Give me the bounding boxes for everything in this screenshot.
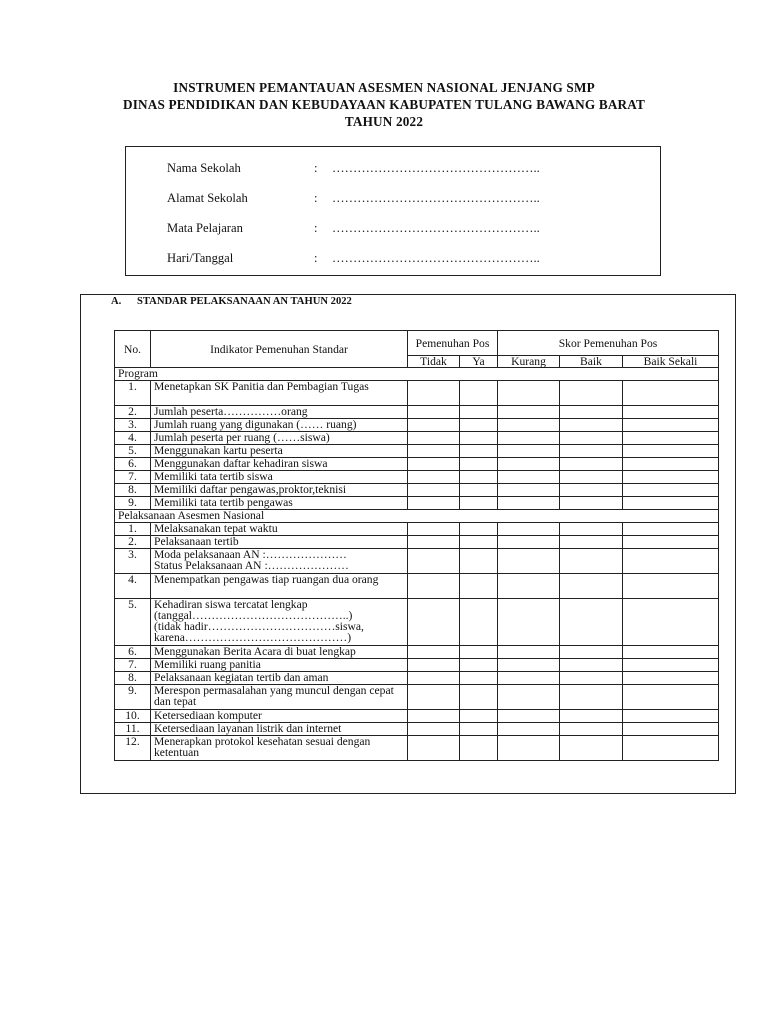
baik-checkbox-cell[interactable] — [560, 445, 623, 458]
indicator-text: Pelaksanaan kegiatan tertib dan aman — [154, 671, 329, 684]
kurang-checkbox-cell[interactable] — [498, 646, 560, 659]
indicator-cell — [151, 471, 408, 484]
row-number: 6. — [115, 646, 151, 659]
row-number: 5. — [115, 599, 151, 646]
tidak-checkbox-cell[interactable] — [408, 419, 460, 432]
tidak-checkbox-cell[interactable] — [408, 599, 460, 646]
indicator-text: Menggunakan Berita Acara di buat lengkap — [154, 645, 356, 658]
baik-sekali-checkbox-cell[interactable] — [623, 710, 719, 723]
baik-sekali-checkbox-cell[interactable] — [623, 646, 719, 659]
baik-sekali-checkbox-cell[interactable] — [623, 599, 719, 646]
tidak-checkbox-cell[interactable] — [408, 432, 460, 445]
table-row — [115, 646, 719, 659]
row-number: 8. — [115, 672, 151, 685]
indicator-text: Menerapkan protokol kesehatan sesuai dengan ketentuan — [154, 735, 371, 759]
table-row — [115, 381, 719, 406]
kurang-checkbox-cell[interactable] — [498, 549, 560, 574]
table-row — [115, 458, 719, 471]
kurang-checkbox-cell[interactable] — [498, 471, 560, 484]
kurang-checkbox-cell[interactable] — [498, 458, 560, 471]
baik-checkbox-cell[interactable] — [560, 736, 623, 761]
tidak-checkbox-cell[interactable] — [408, 672, 460, 685]
indicator-cell — [151, 497, 408, 510]
ya-checkbox-cell[interactable] — [460, 406, 498, 419]
row-number: 12. — [115, 736, 151, 761]
ya-checkbox-cell[interactable] — [460, 523, 498, 536]
row-number: 7. — [115, 471, 151, 484]
indicator-cell — [151, 523, 408, 536]
baik-sekali-checkbox-cell[interactable] — [623, 672, 719, 685]
ya-checkbox-cell[interactable] — [460, 484, 498, 497]
indicator-text: Melaksanakan tepat waktu — [154, 522, 278, 535]
baik-checkbox-cell[interactable] — [560, 549, 623, 574]
indicator-text: Merespon permasalahan yang muncul dengan cepat dan tepat — [154, 684, 394, 708]
document-title-line-1: INSTRUMEN PEMANTAUAN ASESMEN NASIONAL JENJANG SMP — [173, 80, 595, 95]
baik-sekali-checkbox-cell[interactable] — [623, 406, 719, 419]
ya-checkbox-cell[interactable] — [460, 536, 498, 549]
tidak-checkbox-cell[interactable] — [408, 406, 460, 419]
info-colon: : — [314, 191, 318, 205]
indicator-cell — [151, 685, 408, 710]
tidak-checkbox-cell[interactable] — [408, 710, 460, 723]
ya-checkbox-cell[interactable] — [460, 599, 498, 646]
baik-checkbox-cell[interactable] — [560, 685, 623, 710]
baik-checkbox-cell[interactable] — [560, 406, 623, 419]
kurang-checkbox-cell[interactable] — [498, 484, 560, 497]
row-number: 4. — [115, 574, 151, 599]
table-row — [115, 445, 719, 458]
baik-checkbox-cell[interactable] — [560, 599, 623, 646]
baik-sekali-checkbox-cell[interactable] — [623, 659, 719, 672]
ya-checkbox-cell[interactable] — [460, 458, 498, 471]
kurang-checkbox-cell[interactable] — [498, 710, 560, 723]
tidak-checkbox-cell[interactable] — [408, 484, 460, 497]
row-number: 9. — [115, 685, 151, 710]
kurang-checkbox-cell[interactable] — [498, 574, 560, 599]
table-row — [115, 672, 719, 685]
info-dots: ………………………………………….. — [332, 251, 540, 265]
baik-checkbox-cell[interactable] — [560, 672, 623, 685]
info-colon: : — [314, 221, 318, 235]
ya-checkbox-cell[interactable] — [460, 497, 498, 510]
table-row — [115, 471, 719, 484]
section-marker: A. — [111, 296, 122, 307]
indicator-cell — [151, 381, 408, 406]
indicator-cell — [151, 432, 408, 445]
info-colon: : — [314, 161, 318, 175]
ya-checkbox-cell[interactable] — [460, 432, 498, 445]
tidak-checkbox-cell[interactable] — [408, 536, 460, 549]
baik-checkbox-cell[interactable] — [560, 471, 623, 484]
kurang-checkbox-cell[interactable] — [498, 736, 560, 761]
baik-checkbox-cell[interactable] — [560, 536, 623, 549]
table-row — [115, 574, 719, 599]
indicator-text: Jumlah peserta……………orang — [154, 405, 308, 418]
info-label: Nama Sekolah — [167, 161, 241, 175]
ya-checkbox-cell[interactable] — [460, 723, 498, 736]
tidak-checkbox-cell[interactable] — [408, 549, 460, 574]
ya-checkbox-cell[interactable] — [460, 710, 498, 723]
table-row — [115, 723, 719, 736]
table-row — [115, 432, 719, 445]
group-label: Program — [115, 368, 719, 381]
monitoring-table — [114, 330, 719, 761]
indicator-text: (tanggal…………………………………..) — [154, 609, 353, 622]
info-dots: ………………………………………….. — [332, 191, 540, 205]
indicator-cell — [151, 646, 408, 659]
baik-checkbox-cell[interactable] — [560, 432, 623, 445]
info-label: Mata Pelajaran — [167, 221, 243, 235]
ya-checkbox-cell[interactable] — [460, 471, 498, 484]
indicator-cell — [151, 549, 408, 574]
tidak-checkbox-cell[interactable] — [408, 497, 460, 510]
ya-checkbox-cell[interactable] — [460, 736, 498, 761]
table-row — [115, 685, 719, 710]
row-number: 2. — [115, 536, 151, 549]
indicator-text: Memiliki ruang panitia — [154, 658, 261, 671]
indicator-text: Memiliki tata tertib siswa — [154, 470, 273, 483]
header-pemenuhan-pos: Pemenuhan Pos — [408, 331, 498, 356]
table-row — [115, 599, 719, 646]
baik-sekali-checkbox-cell[interactable] — [623, 574, 719, 599]
group-label: Pelaksanaan Asesmen Nasional — [115, 510, 719, 523]
document-title-line-2: DINAS PENDIDIKAN DAN KEBUDAYAAN KABUPATEN TULANG BAWANG BARAT — [122, 97, 646, 112]
tidak-checkbox-cell[interactable] — [408, 381, 460, 406]
indicator-cell — [151, 672, 408, 685]
row-number: 9. — [115, 497, 151, 510]
baik-sekali-checkbox-cell[interactable] — [623, 723, 719, 736]
tidak-checkbox-cell[interactable] — [408, 685, 460, 710]
kurang-checkbox-cell[interactable] — [498, 445, 560, 458]
baik-sekali-checkbox-cell[interactable] — [623, 736, 719, 761]
kurang-checkbox-cell[interactable] — [498, 497, 560, 510]
kurang-checkbox-cell[interactable] — [498, 536, 560, 549]
header-tidak: Tidak — [408, 356, 460, 368]
baik-checkbox-cell[interactable] — [560, 646, 623, 659]
table-row — [115, 659, 719, 672]
header-baik-sekali: Baik Sekali — [623, 356, 719, 368]
ya-checkbox-cell[interactable] — [460, 419, 498, 432]
indicator-text: (tidak hadir……………………………siswa, — [154, 620, 364, 633]
header-indicator: Indikator Pemenuhan Standar — [151, 331, 408, 368]
indicator-text: Pelaksanaan tertib — [154, 535, 239, 548]
baik-sekali-checkbox-cell[interactable] — [623, 536, 719, 549]
header-skor-pemenuhan-pos: Skor Pemenuhan Pos — [498, 331, 719, 356]
section-title: STANDAR PELAKSANAAN AN TAHUN 2022 — [137, 296, 352, 307]
indicator-text: Menetapkan SK Panitia dan Pembagian Tugas — [154, 380, 369, 393]
row-number: 3. — [115, 549, 151, 574]
indicator-text: Jumlah ruang yang digunakan (…… ruang) — [154, 418, 357, 431]
table-body — [115, 368, 719, 761]
ya-checkbox-cell[interactable] — [460, 685, 498, 710]
table-row — [115, 497, 719, 510]
info-label: Alamat Sekolah — [167, 191, 248, 205]
info-dots: ………………………………………….. — [332, 221, 540, 235]
table-row — [115, 523, 719, 536]
baik-checkbox-cell[interactable] — [560, 523, 623, 536]
indicator-text: Ketersediaan layanan listrik dan internet — [154, 722, 342, 735]
school-info-box — [125, 146, 661, 276]
baik-checkbox-cell[interactable] — [560, 381, 623, 406]
tidak-checkbox-cell[interactable] — [408, 723, 460, 736]
indicator-text: Menempatkan pengawas tiap ruangan dua orang — [154, 573, 379, 586]
kurang-checkbox-cell[interactable] — [498, 406, 560, 419]
row-number: 10. — [115, 710, 151, 723]
baik-sekali-checkbox-cell[interactable] — [623, 432, 719, 445]
indicator-text: Memiliki tata tertib pengawas — [154, 496, 293, 509]
ya-checkbox-cell[interactable] — [460, 549, 498, 574]
indicator-cell — [151, 536, 408, 549]
section-a-heading — [111, 296, 352, 307]
kurang-checkbox-cell[interactable] — [498, 432, 560, 445]
baik-checkbox-cell[interactable] — [560, 574, 623, 599]
kurang-checkbox-cell[interactable] — [498, 381, 560, 406]
row-number: 4. — [115, 432, 151, 445]
kurang-checkbox-cell[interactable] — [498, 419, 560, 432]
ya-checkbox-cell[interactable] — [460, 445, 498, 458]
indicator-cell — [151, 484, 408, 497]
indicator-text: Kehadiran siswa tercatat lengkap — [154, 598, 308, 611]
indicator-text: Memiliki daftar pengawas,proktor,teknisi — [154, 483, 347, 496]
ya-checkbox-cell[interactable] — [460, 381, 498, 406]
baik-sekali-checkbox-cell[interactable] — [623, 523, 719, 536]
baik-checkbox-cell[interactable] — [560, 659, 623, 672]
indicator-cell — [151, 419, 408, 432]
row-number: 2. — [115, 406, 151, 419]
baik-sekali-checkbox-cell[interactable] — [623, 458, 719, 471]
kurang-checkbox-cell[interactable] — [498, 523, 560, 536]
table-row — [115, 406, 719, 419]
indicator-cell — [151, 458, 408, 471]
baik-sekali-checkbox-cell[interactable] — [623, 484, 719, 497]
kurang-checkbox-cell[interactable] — [498, 672, 560, 685]
tidak-checkbox-cell[interactable] — [408, 458, 460, 471]
row-number: 11. — [115, 723, 151, 736]
indicator-text: Ketersediaan komputer — [154, 709, 262, 722]
kurang-checkbox-cell[interactable] — [498, 723, 560, 736]
group-row — [115, 368, 719, 381]
baik-checkbox-cell[interactable] — [560, 484, 623, 497]
baik-sekali-checkbox-cell[interactable] — [623, 381, 719, 406]
tidak-checkbox-cell[interactable] — [408, 646, 460, 659]
row-number: 1. — [115, 523, 151, 536]
row-number: 5. — [115, 445, 151, 458]
tidak-checkbox-cell[interactable] — [408, 523, 460, 536]
indicator-text: karena……………………………………) — [154, 631, 352, 644]
baik-checkbox-cell[interactable] — [560, 710, 623, 723]
kurang-checkbox-cell[interactable] — [498, 685, 560, 710]
indicator-text: Menggunakan kartu peserta — [154, 444, 283, 457]
baik-sekali-checkbox-cell[interactable] — [623, 549, 719, 574]
indicator-text: Jumlah peserta per ruang (……siswa) — [154, 431, 330, 444]
header-baik: Baik — [560, 356, 623, 368]
ya-checkbox-cell[interactable] — [460, 672, 498, 685]
baik-sekali-checkbox-cell[interactable] — [623, 685, 719, 710]
table-row — [115, 549, 719, 574]
indicator-text: Menggunakan daftar kehadiran siswa — [154, 457, 328, 470]
row-number: 6. — [115, 458, 151, 471]
info-dots: ………………………………………….. — [332, 161, 540, 175]
info-colon: : — [314, 251, 318, 265]
indicator-cell — [151, 574, 408, 599]
indicator-cell — [151, 710, 408, 723]
baik-sekali-checkbox-cell[interactable] — [623, 445, 719, 458]
table-row — [115, 484, 719, 497]
indicator-text: Moda pelaksanaan AN :………………… — [154, 548, 347, 561]
indicator-text: Status Pelaksanaan AN :………………… — [154, 559, 349, 572]
row-number: 3. — [115, 419, 151, 432]
baik-checkbox-cell[interactable] — [560, 419, 623, 432]
indicator-cell — [151, 445, 408, 458]
info-label: Hari/Tanggal — [167, 251, 234, 265]
kurang-checkbox-cell[interactable] — [498, 659, 560, 672]
indicator-cell — [151, 659, 408, 672]
ya-checkbox-cell[interactable] — [460, 659, 498, 672]
tidak-checkbox-cell[interactable] — [408, 574, 460, 599]
indicator-cell — [151, 736, 408, 761]
ya-checkbox-cell[interactable] — [460, 574, 498, 599]
baik-checkbox-cell[interactable] — [560, 497, 623, 510]
baik-sekali-checkbox-cell[interactable] — [623, 419, 719, 432]
header-kurang: Kurang — [498, 356, 560, 368]
group-row — [115, 510, 719, 523]
ya-checkbox-cell[interactable] — [460, 646, 498, 659]
tidak-checkbox-cell[interactable] — [408, 445, 460, 458]
table-row — [115, 710, 719, 723]
header-no: No. — [115, 331, 151, 368]
row-number: 8. — [115, 484, 151, 497]
indicator-cell — [151, 406, 408, 419]
baik-checkbox-cell[interactable] — [560, 723, 623, 736]
baik-checkbox-cell[interactable] — [560, 458, 623, 471]
tidak-checkbox-cell[interactable] — [408, 659, 460, 672]
document-title-year: TAHUN 2022 — [344, 114, 424, 129]
table-header-row — [115, 331, 719, 356]
table-row — [115, 536, 719, 549]
row-number: 7. — [115, 659, 151, 672]
tidak-checkbox-cell[interactable] — [408, 471, 460, 484]
table-row — [115, 419, 719, 432]
indicator-cell — [151, 599, 408, 646]
indicator-cell — [151, 723, 408, 736]
baik-sekali-checkbox-cell[interactable] — [623, 471, 719, 484]
tidak-checkbox-cell[interactable] — [408, 736, 460, 761]
kurang-checkbox-cell[interactable] — [498, 599, 560, 646]
row-number: 1. — [115, 381, 151, 406]
baik-sekali-checkbox-cell[interactable] — [623, 497, 719, 510]
header-ya: Ya — [460, 356, 498, 368]
table-row — [115, 736, 719, 761]
